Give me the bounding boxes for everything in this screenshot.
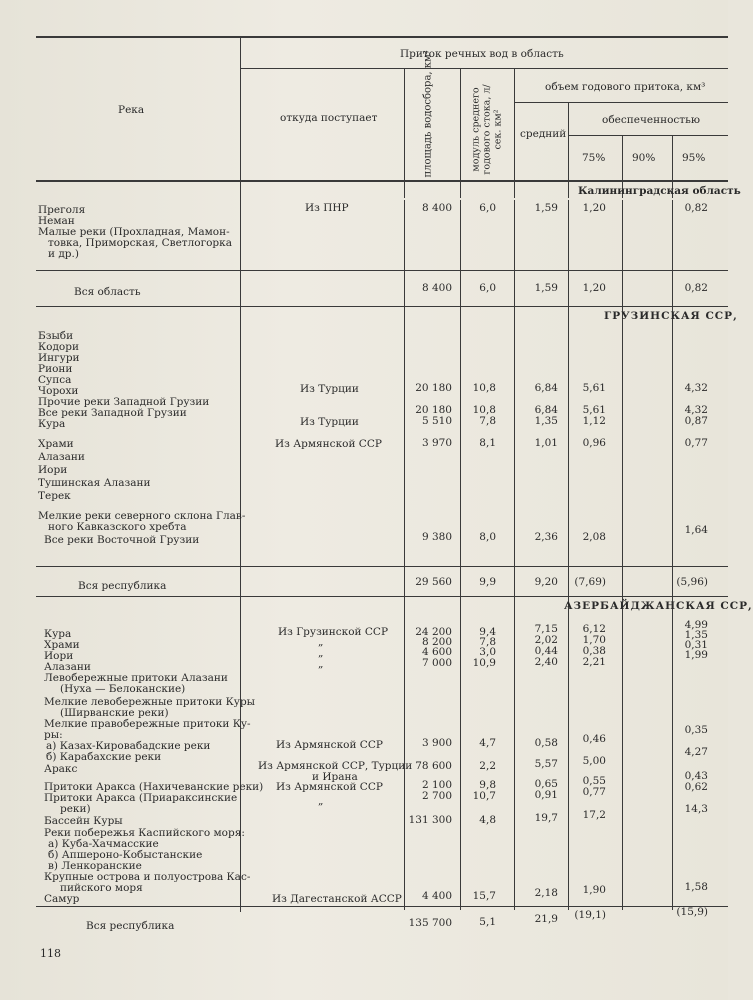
river-row: Мелкие правобережные притоки Ку-: [44, 718, 251, 730]
mean-cell: 0,44: [534, 645, 558, 657]
area-cell: 78 600: [415, 760, 452, 772]
section-rule: [36, 306, 728, 307]
river-row: Иори: [44, 650, 74, 662]
river-row: (Нуха — Белоканские): [60, 683, 186, 695]
header-modulus: модуль среднего годового стока, л/сек. км²: [470, 84, 504, 175]
header-area: площадь водосбора, км²: [422, 50, 434, 178]
header-inflow: Приток речных вод в область: [400, 48, 564, 60]
mean-cell: 19,7: [534, 812, 558, 824]
mean-cell: 1,01: [534, 437, 558, 449]
modulus-cell: 10,7: [472, 790, 496, 802]
area-cell: 3 900: [421, 737, 452, 749]
river-row: ры:: [44, 729, 63, 741]
header-mean: средний: [520, 128, 567, 140]
p75-cell: 5,61: [582, 382, 606, 394]
river-row: Малые реки (Прохладная, Мамон-: [38, 226, 230, 238]
modulus-cell: 8,0: [479, 531, 496, 543]
mean-cell: 6,84: [534, 404, 558, 416]
body-divider-river: [240, 182, 241, 912]
area-cell: 3 970: [421, 437, 452, 449]
modulus-cell: 9,4: [479, 626, 496, 638]
river-row: пийского моря: [60, 882, 143, 894]
river-row: Кодори: [38, 341, 79, 353]
source-cell: Из Дагестанской АССР: [272, 893, 402, 905]
p95-cell: 0,87: [684, 415, 708, 427]
river-row: а) Куба-Хачмасские: [48, 838, 159, 850]
modulus-cell: 4,7: [479, 737, 496, 749]
header-rule-security: [568, 135, 728, 136]
total-label: Вся область: [74, 286, 141, 298]
p75-cell: 6,12: [582, 623, 606, 635]
p95-cell: 4,99: [684, 619, 708, 631]
modulus-cell: 7,8: [479, 415, 496, 427]
mean-cell: 9,20: [534, 576, 558, 588]
p75-cell: 0,55: [582, 775, 606, 787]
p75-cell: 1,70: [582, 634, 606, 646]
p95-cell: 0,82: [684, 202, 708, 214]
p95-cell: 0,31: [684, 639, 708, 651]
area-cell: 20 180: [415, 382, 452, 394]
header-divider-river: [240, 38, 241, 198]
mean-cell: 1,35: [534, 415, 558, 427]
modulus-cell: 5,1: [479, 916, 496, 928]
p95-cell: (5,96): [676, 576, 708, 588]
river-row: в) Ленкоранские: [48, 860, 142, 872]
source-cell: „: [318, 658, 324, 670]
total-label: Вся республика: [86, 920, 175, 932]
p95-cell: 1,99: [684, 649, 708, 661]
river-row: Кура: [38, 418, 66, 430]
p75-cell: 5,00: [582, 755, 606, 767]
river-row: Притоки Аракса (Приараксинские: [44, 792, 238, 804]
mean-cell: 1,59: [534, 202, 558, 214]
p75-cell: 1,12: [582, 415, 606, 427]
p75-cell: (7,69): [574, 576, 606, 588]
modulus-cell: 9,8: [479, 779, 496, 791]
p75-cell: 2,08: [582, 531, 606, 543]
river-row: Алазани: [38, 451, 85, 463]
river-row: Кура: [44, 628, 72, 640]
header-rule-volume: [514, 102, 728, 103]
p95-cell: 0,62: [684, 781, 708, 793]
modulus-cell: 9,9: [479, 576, 496, 588]
header-divider-mean: [568, 102, 569, 198]
page-number: 118: [40, 947, 61, 960]
source-cell: Из Турции: [300, 383, 359, 395]
region-azerbaijan: АЗЕРБАЙДЖАНСКАЯ ССР,: [564, 600, 753, 612]
p75-cell: 1,20: [582, 202, 606, 214]
river-row: Все реки Западной Грузии: [38, 407, 187, 419]
header-p75: 75%: [582, 152, 606, 164]
mean-cell: 2,40: [534, 656, 558, 668]
river-row: б) Апшероно-Кобыстанские: [48, 849, 203, 861]
region-kaliningrad: Калининградская область: [578, 185, 741, 197]
modulus-cell: 3,0: [479, 646, 496, 658]
p75-cell: 17,2: [582, 809, 606, 821]
modulus-cell: 6,0: [479, 282, 496, 294]
total-label: Вся республика: [78, 580, 167, 592]
mean-cell: 0,65: [534, 778, 558, 790]
river-row: и др.): [48, 248, 79, 260]
modulus-cell: 6,0: [479, 202, 496, 214]
p95-cell: 1,35: [684, 629, 708, 641]
area-cell: 4 400: [421, 890, 452, 902]
river-row: б) Карабахские реки: [46, 751, 162, 763]
river-row: Храми: [44, 639, 80, 651]
river-row: (Ширванские реки): [60, 707, 169, 719]
river-row: ного Кавказского хребта: [48, 521, 187, 533]
mean-cell: 21,9: [534, 913, 558, 925]
header-rule-1: [240, 68, 728, 69]
modulus-cell: 15,7: [472, 890, 496, 902]
river-row: Прочие реки Западной Грузии: [38, 396, 210, 408]
header-divider-modulus: [514, 68, 515, 198]
header-security: обеспеченностью: [602, 114, 700, 126]
total-rule: [36, 270, 728, 271]
header-bottom-rule: [36, 180, 728, 182]
source-cell: Из Армянской ССР, Турции: [258, 760, 413, 772]
river-row: Бассейн Куры: [44, 815, 123, 827]
area-cell: 5 510: [421, 415, 452, 427]
modulus-cell: 7,8: [479, 636, 496, 648]
p95-cell: 1,58: [684, 881, 708, 893]
river-row: Реки побережья Каспийского моря:: [44, 827, 245, 839]
p95-cell: 0,43: [684, 770, 708, 782]
source-cell: Из Турции: [300, 416, 359, 428]
area-cell: 20 180: [415, 404, 452, 416]
mean-cell: 2,18: [534, 887, 558, 899]
p75-cell: 2,21: [582, 656, 606, 668]
river-row: Супса: [38, 374, 72, 386]
p95-cell: (15,9): [676, 906, 708, 918]
p95-cell: 4,32: [684, 382, 708, 394]
area-cell: 2 700: [421, 790, 452, 802]
river-row: Левобережные притоки Алазани: [44, 672, 228, 684]
p75-cell: 0,96: [582, 437, 606, 449]
river-row: Чорохи: [38, 385, 79, 397]
mean-cell: 2,36: [534, 531, 558, 543]
p95-cell: 0,82: [684, 282, 708, 294]
modulus-cell: 10,9: [472, 657, 496, 669]
river-row: Аракс: [44, 763, 78, 775]
river-row: Все реки Восточной Грузии: [44, 534, 200, 546]
header-p90: 90%: [632, 152, 656, 164]
header-source: откуда поступает: [280, 112, 378, 124]
source-cell: Из Армянской ССР: [275, 438, 382, 450]
source-cell: „: [318, 636, 324, 648]
river-row: Иори: [38, 464, 68, 476]
source-cell: „: [318, 647, 324, 659]
area-cell: 29 560: [415, 576, 452, 588]
river-row: Преголя: [38, 204, 86, 216]
mean-cell: 2,02: [534, 634, 558, 646]
river-row: Тушинская Алазани: [38, 477, 151, 489]
modulus-cell: 4,8: [479, 814, 496, 826]
river-row: Алазани: [44, 661, 91, 673]
p95-cell: 4,27: [684, 746, 708, 758]
p75-cell: 0,46: [582, 733, 606, 745]
p95-cell: 14,3: [684, 803, 708, 815]
p75-cell: 5,61: [582, 404, 606, 416]
modulus-cell: 10,8: [472, 404, 496, 416]
river-row: Терек: [38, 490, 71, 502]
river-row: реки): [60, 803, 91, 815]
river-row: Крупные острова и полуострова Кас-: [44, 871, 251, 883]
p95-cell: 4,32: [684, 404, 708, 416]
river-row: Риони: [38, 363, 73, 375]
p95-cell: 0,35: [684, 724, 708, 736]
river-row: Неман: [38, 215, 75, 227]
source-cell: Из Грузинской ССР: [278, 626, 389, 638]
table-top-rule: [36, 36, 728, 38]
p75-cell: (19,1): [574, 909, 606, 921]
river-row: Притоки Аракса (Нахичеванские реки): [44, 781, 264, 793]
modulus-cell: 2,2: [479, 760, 496, 772]
area-cell: 24 200: [415, 626, 452, 638]
p75-cell: 0,38: [582, 645, 606, 657]
area-cell: 135 700: [408, 917, 452, 929]
p95-cell: 1,64: [684, 524, 708, 536]
area-cell: 8 200: [421, 636, 452, 648]
area-cell: 2 100: [421, 779, 452, 791]
source-cell: „: [318, 795, 324, 807]
modulus-cell: 10,8: [472, 382, 496, 394]
river-row: Храми: [38, 438, 74, 450]
section-rule: [36, 596, 728, 597]
source-cell: и Ирана: [312, 771, 358, 783]
mean-cell: 0,91: [534, 789, 558, 801]
p95-cell: 0,77: [684, 437, 708, 449]
source-cell: Из Армянской ССР: [276, 739, 383, 751]
p75-cell: 1,20: [582, 282, 606, 294]
header-river: Река: [118, 104, 145, 116]
header-divider-area: [460, 68, 461, 198]
modulus-cell: 8,1: [479, 437, 496, 449]
mean-cell: 0,58: [534, 737, 558, 749]
p75-cell: 1,90: [582, 884, 606, 896]
river-row: а) Казах-Кировабадские реки: [46, 740, 211, 752]
mean-cell: 7,15: [534, 623, 558, 635]
mean-cell: 1,59: [534, 282, 558, 294]
total-rule: [36, 566, 728, 567]
river-row: Самур: [44, 893, 80, 905]
area-cell: 4 600: [421, 646, 452, 658]
header-p95: 95%: [682, 152, 706, 164]
header-volume: объем годового притока, км³: [545, 81, 706, 93]
area-cell: 8 400: [421, 282, 452, 294]
area-cell: 8 400: [421, 202, 452, 214]
river-row: Бзыби: [38, 330, 74, 342]
total-rule: [36, 906, 728, 907]
river-row: Мелкие левобережные притоки Куры: [44, 696, 256, 708]
mean-cell: 6,84: [534, 382, 558, 394]
area-cell: 7 000: [421, 657, 452, 669]
header-divider-source: [404, 68, 405, 198]
region-georgia: ГРУЗИНСКАЯ ССР,: [604, 310, 738, 322]
area-cell: 131 300: [408, 814, 452, 826]
source-cell: Из Армянской ССР: [276, 781, 383, 793]
river-row: Мелкие реки северного склона Глав-: [38, 510, 246, 522]
source-cell: Из ПНР: [305, 202, 349, 214]
mean-cell: 5,57: [534, 758, 558, 770]
river-row: товка, Приморская, Светлогорка: [48, 237, 232, 249]
p75-cell: 0,77: [582, 786, 606, 798]
area-cell: 9 380: [421, 531, 452, 543]
river-row: Ингури: [38, 352, 80, 364]
